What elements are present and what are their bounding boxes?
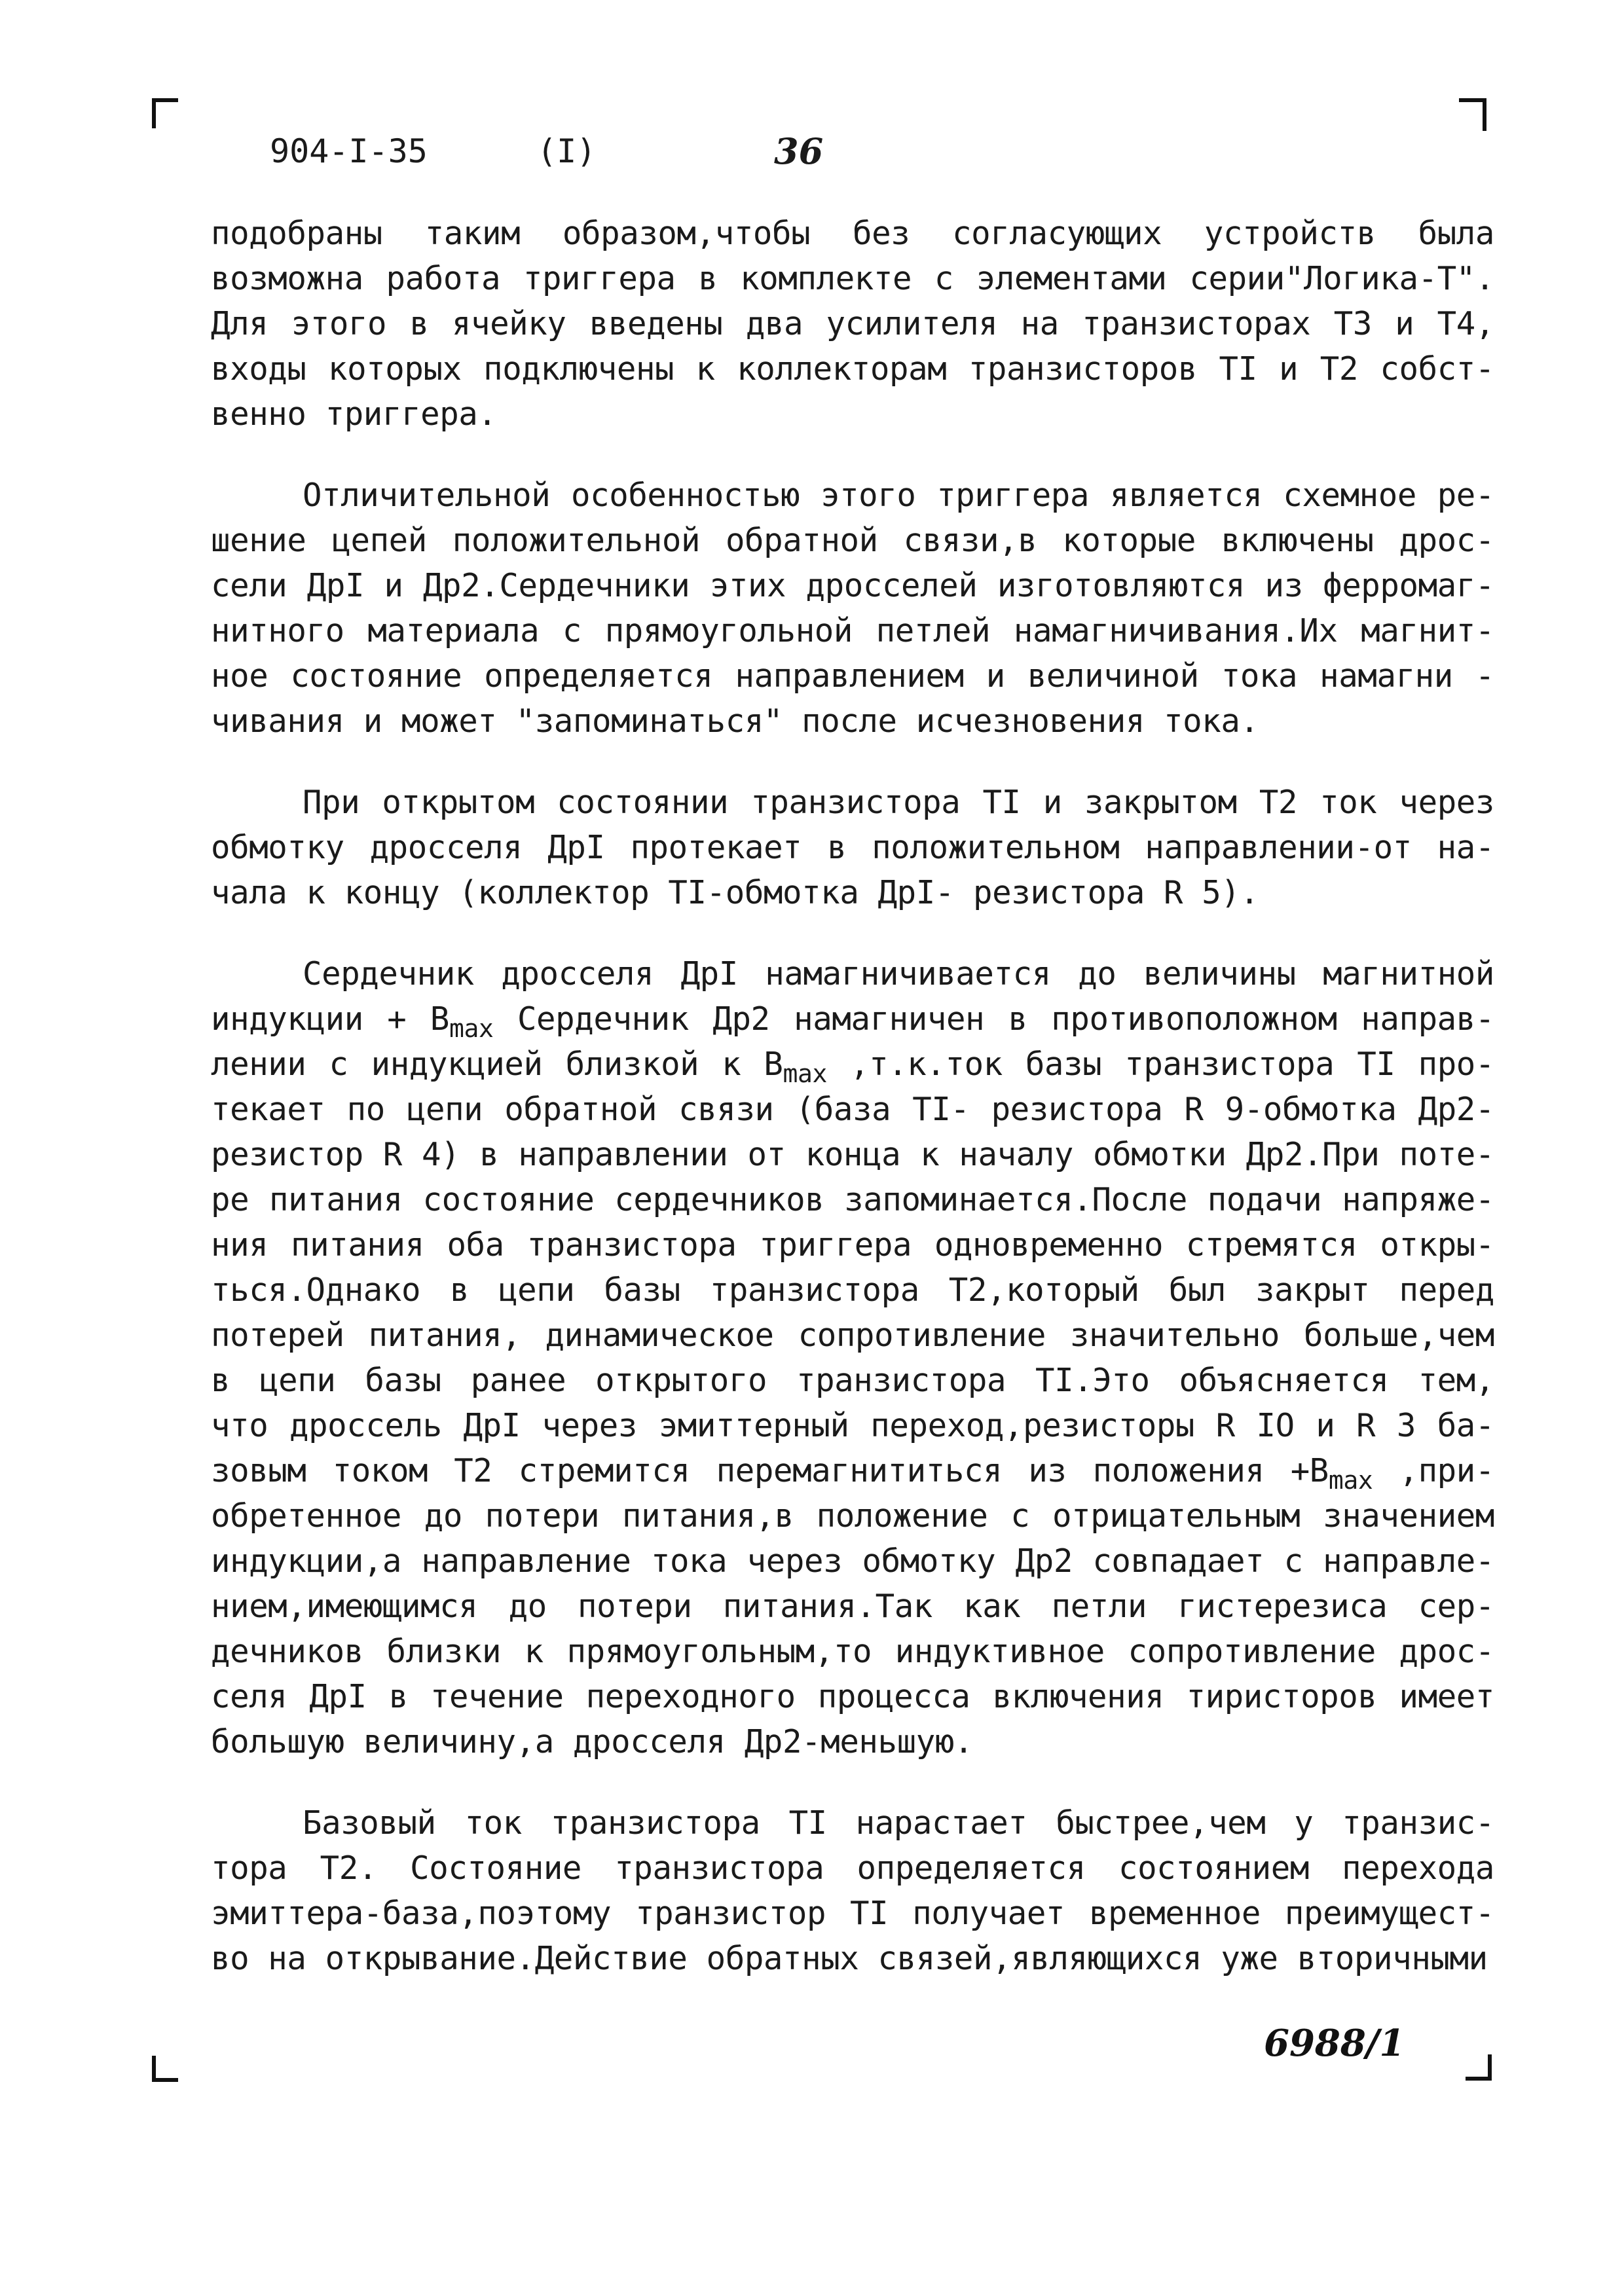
text-line: дечников близки к прямоугольным,то индуктивное сопротивление дрос-: [211, 1633, 1494, 1670]
corner-mark-bottom-left: [152, 2056, 178, 2082]
text-line: обретенное до потери питания,в положение с отрицательным значением: [211, 1497, 1494, 1535]
text-line: сели ДрI и Др2.Сердечники этих дросселей изготовляются из ферромаг-: [211, 567, 1494, 604]
text-line: венно триггера.: [211, 395, 497, 433]
text-line: ния питания оба транзистора триггера одновременно стремятся откры-: [211, 1226, 1494, 1264]
text-line: чала к концу (коллектор TI-обмотка ДрI- резистора R 5).: [211, 874, 1259, 911]
body-text: [211, 211, 1494, 2017]
text-line: зовым током Т2 стремится перемагнититься из положения $+B_{max}$ ,при-: [211, 1452, 1494, 1495]
page-number: 36: [774, 130, 824, 172]
subscript-max: max: [1328, 1465, 1373, 1495]
text-line: нитного материала с прямоугольной петлей намагничивания.Их магнит-: [211, 612, 1494, 649]
subscript-max: max: [449, 1013, 494, 1043]
text-line: тора Т2. Состояние транзистора определяется состоянием перехода: [211, 1850, 1494, 1887]
text-line: лении с индукцией близкой к $B_{max}$ ,т.к.ток базы транзистора TI про-: [211, 1046, 1494, 1088]
text-line: селя ДрI в течение переходного процесса включения тиристоров имеет: [211, 1678, 1494, 1715]
inventory-number: 6988/1: [1264, 2022, 1405, 2065]
text-line: индукции,а направление тока через обмотку Др2 совпадает с направле-: [211, 1542, 1494, 1580]
text-line: ре питания состояние сердечников запоминается.После подачи напряже-: [211, 1181, 1494, 1218]
text-line: Сердечник дросселя ДрI намагничивается до величины магнитной: [303, 955, 1494, 993]
text-line: эмиттера-база,поэтому транзистор TI получает временное преимущест-: [211, 1895, 1494, 1932]
corner-mark-top-right: [1459, 98, 1486, 131]
text-line: подобраны таким образом,чтобы без согласующих устройств была: [211, 215, 1494, 252]
document-code: 904-I-35: [270, 132, 428, 170]
text-line: чивания и может "запоминаться" после исчезновения тока.: [211, 702, 1259, 740]
text-line: возможна работа триггера в комплекте с элементами серии"Логика-Т".: [211, 260, 1494, 297]
corner-mark-top-left: [152, 98, 178, 128]
text-line: что дроссель ДрI через эмиттерный переход,резисторы R IO и R 3 ба-: [211, 1407, 1494, 1444]
text-line: нием,имеющимся до потери питания.Так как петли гистерезиса сер-: [211, 1588, 1494, 1625]
paragraph-5: [211, 1800, 1494, 1981]
text-line: шение цепей положительной обратной связи,в которые включены дрос-: [211, 522, 1494, 559]
text-line: ться.Однако в цепи базы транзистора Т2,который был закрыт перед: [211, 1271, 1494, 1309]
text-line: входы которых подключены к коллекторам транзисторов TI и Т2 собст-: [211, 350, 1494, 388]
text-line: При открытом состоянии транзистора TI и закрытом Т2 ток через: [303, 784, 1494, 821]
text-line: текает по цепи обратной связи (база TI- резистора R 9-обмотка Др2-: [211, 1091, 1494, 1128]
text-line: Базовый ток транзистора TI нарастает быстрее,чем у транзис-: [303, 1804, 1494, 1842]
text-line: большую величину,а дросселя Др2-меньшую.: [211, 1723, 974, 1760]
page-header: [0, 128, 1624, 174]
paragraph-1: [211, 211, 1494, 437]
subscript-max: max: [783, 1059, 827, 1088]
paragraph-4: [211, 951, 1494, 1764]
paragraph-2: [211, 473, 1494, 744]
text-line: в цепи базы ранее открытого транзистора TI.Это объясняется тем,: [211, 1362, 1494, 1399]
text-line: во на открывание.Действие обратных связей,являющихся уже вторичными: [211, 1940, 1488, 1977]
text-line: Для этого в ячейку введены два усилителя на транзисторах ТЗ и Т4,: [211, 305, 1494, 342]
paragraph-3: [211, 780, 1494, 915]
text-line: обмотку дросселя ДрI протекает в положительном направлении-от на-: [211, 829, 1494, 866]
text-line: резистор R 4) в направлении от конца к началу обмотки Др2.При поте-: [211, 1136, 1494, 1173]
document-part: (I): [537, 132, 597, 170]
text-line: потерей питания, динамическое сопротивление значительно больше,чем: [211, 1317, 1494, 1354]
corner-mark-bottom-right: [1466, 2054, 1492, 2081]
text-line: индукции + $B_{max}$ Сердечник Др2 намагничен в противоположном направ-: [211, 1000, 1494, 1043]
text-line: Отличительной особенностью этого триггера является схемное ре-: [303, 477, 1494, 514]
text-line: ное состояние определяется направлением и величиной тока намагни -: [211, 657, 1494, 695]
